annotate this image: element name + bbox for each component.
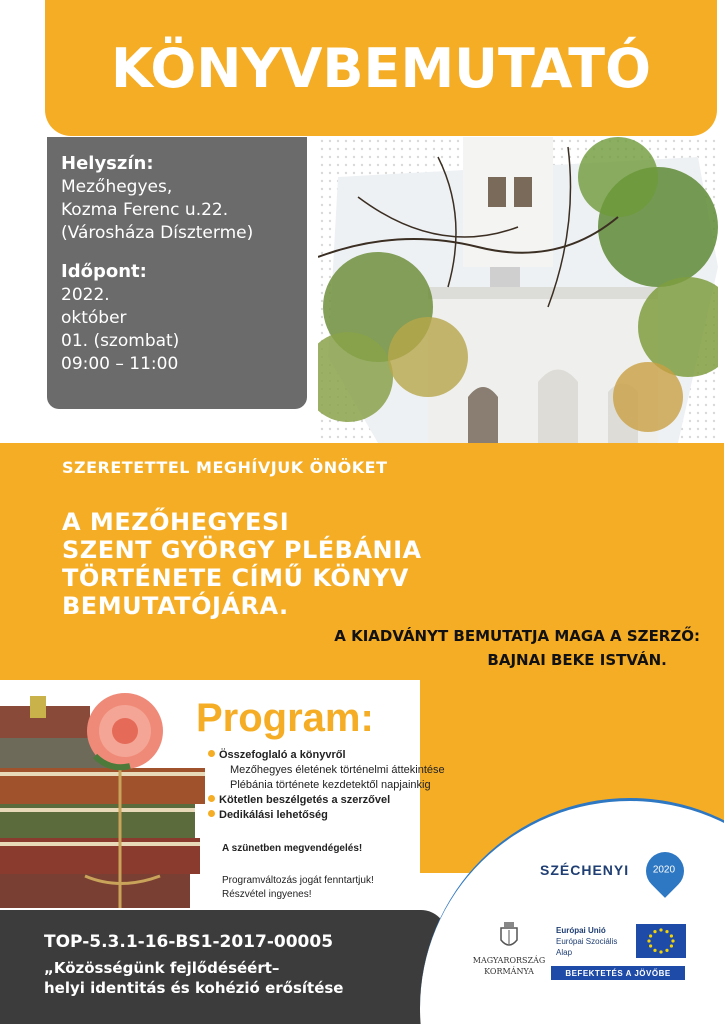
project-code: TOP-5.3.1-16-BS1-2017-00005 [44,932,334,952]
bullet-icon [208,795,215,802]
project-slogan: „Közösségünk fejlődéséért– [44,959,280,977]
eu-text: Európai Unió Európai Szociális Alap [556,926,618,957]
bullet-icon [208,750,215,757]
author-line: A KIADVÁNYT BEMUTATJA MAGA A SZERZŐ: [334,627,700,645]
time-line: 2022. [61,285,110,305]
time-label: Időpont: [61,261,147,282]
program-item: Kötetlen beszélgetés a szerzővel [208,793,508,808]
program-subitem: Plébánia története kezdetektől napjainkig [230,779,431,791]
invite-text: SZERETETTEL MEGHÍVJUK ÖNÖKET [62,458,388,477]
headline [62,508,422,620]
church-photo [318,137,718,443]
event-info-box [47,137,307,409]
program-title: Program: [196,696,374,740]
location-line: Kozma Ferenc u.22. [61,200,229,220]
location-line: Mezőhegyes, [61,177,173,197]
footer-band [0,910,447,1024]
eu-flag-icon [636,924,686,958]
headline-line: SZENT GYÖRGY PLÉBÁNIA [62,536,422,564]
project-slogan: helyi identitás és kohézió erősítése [44,979,344,997]
free-note: Részvétel ingyenes! [222,889,312,900]
books-illustration [0,676,210,916]
author-name: BAJNAI BEKE ISTVÁN. [487,651,667,669]
time-line: 09:00 – 11:00 [61,354,179,374]
bullet-icon [208,810,215,817]
coat-of-arms-icon [497,920,521,952]
location-line: (Városháza Díszterme) [61,223,254,243]
szechenyi-logo: SZÉCHENYI [540,862,630,878]
page-title: KÖNYVBEMUTATÓ [110,36,652,100]
eu-slogan-bar: BEFEKTETÉS A JÖVŐBE [551,966,685,980]
szechenyi-pin-icon: 2020 [638,844,692,898]
program-item: Összefoglaló a könyvről [208,748,508,763]
change-note: Programváltozás jogát fenntartjuk! [222,875,374,886]
break-note: A szünetben megvendégelés! [222,843,363,854]
headline-line: TÖRTÉNETE CÍMŰ KÖNYV [62,564,409,592]
title-banner [45,0,717,136]
program-subitem: Mezőhegyes életének történelmi áttekintése [230,764,445,776]
program-item: Dedikálási lehetőség [208,808,508,823]
author-block [334,624,700,672]
government-logo: MAGYARORSZÁG KORMÁNYA [466,920,552,977]
program-list [208,748,508,823]
time-line: október [61,308,127,328]
location-label: Helyszín: [61,153,154,174]
headline-line: A MEZŐHEGYESI [62,508,290,536]
time-line: 01. (szombat) [61,331,180,351]
headline-line: BEMUTATÓJÁRA. [62,592,289,620]
